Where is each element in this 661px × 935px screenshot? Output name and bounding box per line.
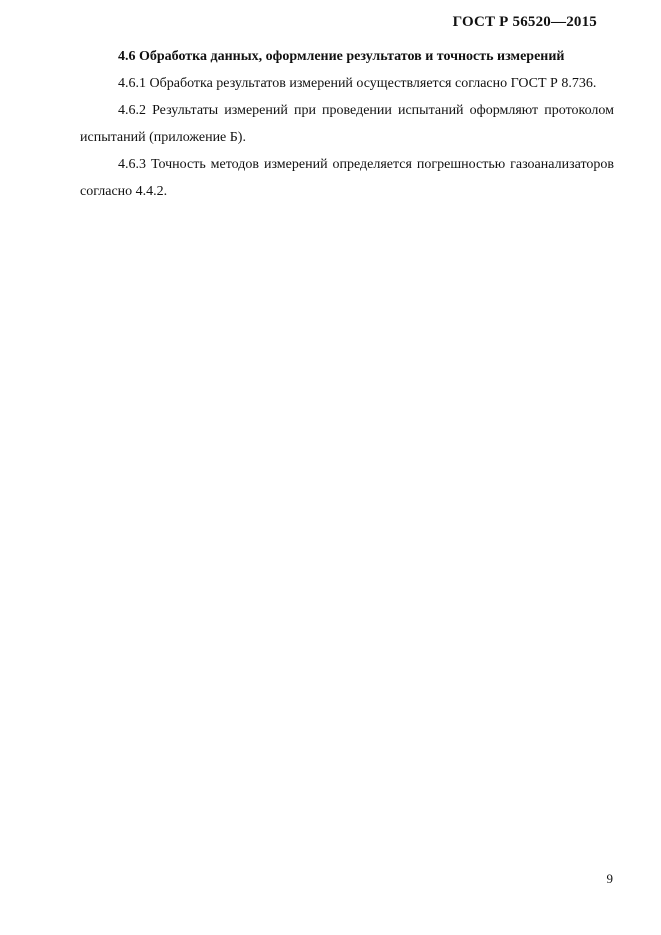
section-body bbox=[80, 43, 614, 205]
paragraph-4-6-1: 4.6.1 Обработка результатов измерений осуществляется согласно ГОСТ Р 8.736. bbox=[118, 76, 597, 91]
page-number: 9 bbox=[606, 871, 613, 886]
paragraph-4-6-2: 4.6.2 Результаты измерений при проведении испытаний оформляют протоколом испытаний (приложение Б). bbox=[80, 103, 614, 145]
document-code: ГОСТ Р 56520—2015 bbox=[452, 14, 597, 30]
section-heading: 4.6 Обработка данных, оформление результатов и точность измерений bbox=[118, 49, 565, 64]
paragraph-4-6-3: 4.6.3 Точность методов измерений определяется погрешностью газоанализаторов согласно 4.4.2. bbox=[80, 157, 614, 199]
